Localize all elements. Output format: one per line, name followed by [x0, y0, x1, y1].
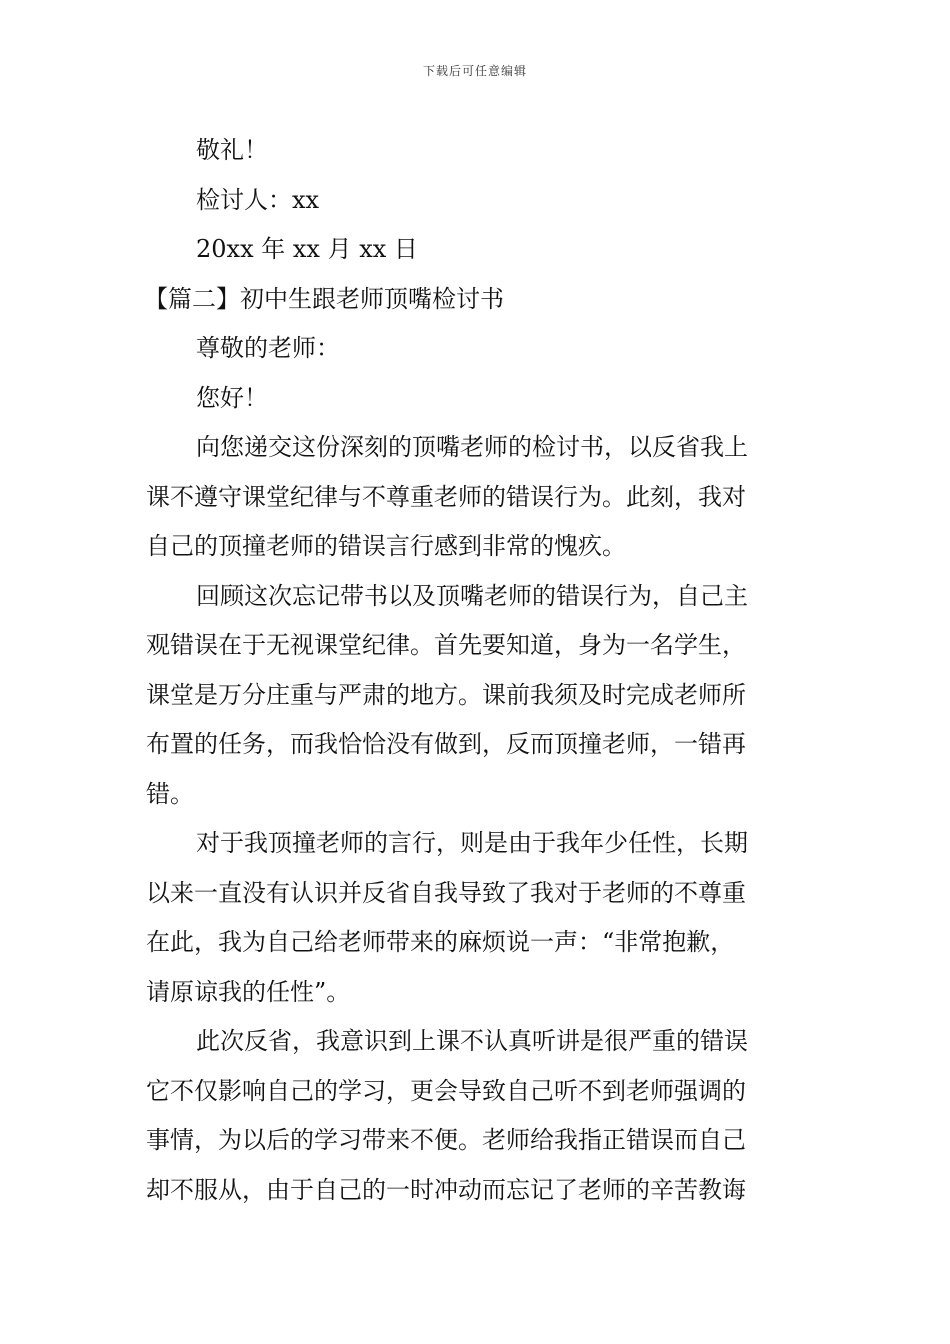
page-header: 下载后可任意编辑	[422, 64, 527, 78]
greeting: 尊敬的老师：	[196, 334, 340, 362]
paragraph-line: 布置的任务，而我恰恰没有做到，反而顶撞老师，一错再	[146, 730, 746, 758]
paragraph-line: 此次反省，我意识到上课不认真听讲是很严重的错误	[196, 1027, 748, 1055]
paragraph-line: 事情，为以后的学习带来不便。老师给我指正错误而自己	[146, 1126, 746, 1154]
closing-signer: 检讨人：xx	[196, 185, 320, 214]
paragraph-line: 请原谅我的任性”。	[146, 977, 351, 1006]
paragraph-2	[146, 572, 811, 820]
paragraph-line: 自己的顶撞老师的错误言行感到非常的愧疚。	[146, 532, 626, 560]
paragraph-line: 回顾这次忘记带书以及顶嘴老师的错误行为，自己主	[196, 581, 748, 610]
paragraph-line: 错。	[146, 779, 194, 808]
hello: 您好！	[196, 383, 268, 412]
paragraph-line: 却不服从，由于自己的一时冲动而忘记了老师的辛苦教诲	[146, 1175, 746, 1204]
paragraph-line: 课不遵守课堂纪律与不尊重老师的错误行为。此刻，我对	[146, 482, 746, 511]
paragraph-line: 在此，我为自己给老师带来的麻烦说一声：“非常抱歉，	[146, 928, 735, 956]
closing-salute: 敬礼！	[196, 136, 268, 164]
section-title: 【篇二】初中生跟老师顶嘴检讨书	[144, 284, 504, 313]
paragraph-line: 对于我顶撞老师的言行，则是由于我年少任性，长期	[196, 829, 748, 857]
paragraph-line: 它不仅影响自己的学习，更会导致自己听不到老师强调的	[146, 1076, 746, 1105]
paragraph-line: 观错误在于无视课堂纪律。首先要知道，身为一名学生，	[146, 631, 746, 659]
paragraph-1	[146, 423, 811, 572]
paragraph-line: 课堂是万分庄重与严肃的地方。课前我须及时完成老师所	[146, 680, 746, 709]
paragraph-3	[146, 819, 811, 1017]
document-body	[146, 126, 811, 1215]
paragraph-line: 以来一直没有认识并反省自我导致了我对于老师的不尊重	[146, 878, 746, 907]
closing-date: 20xx 年 xx 月 xx 日	[196, 235, 418, 263]
paragraph-4	[146, 1017, 811, 1215]
paragraph-line: 向您递交这份深刻的顶嘴老师的检讨书，以反省我上	[196, 433, 748, 461]
